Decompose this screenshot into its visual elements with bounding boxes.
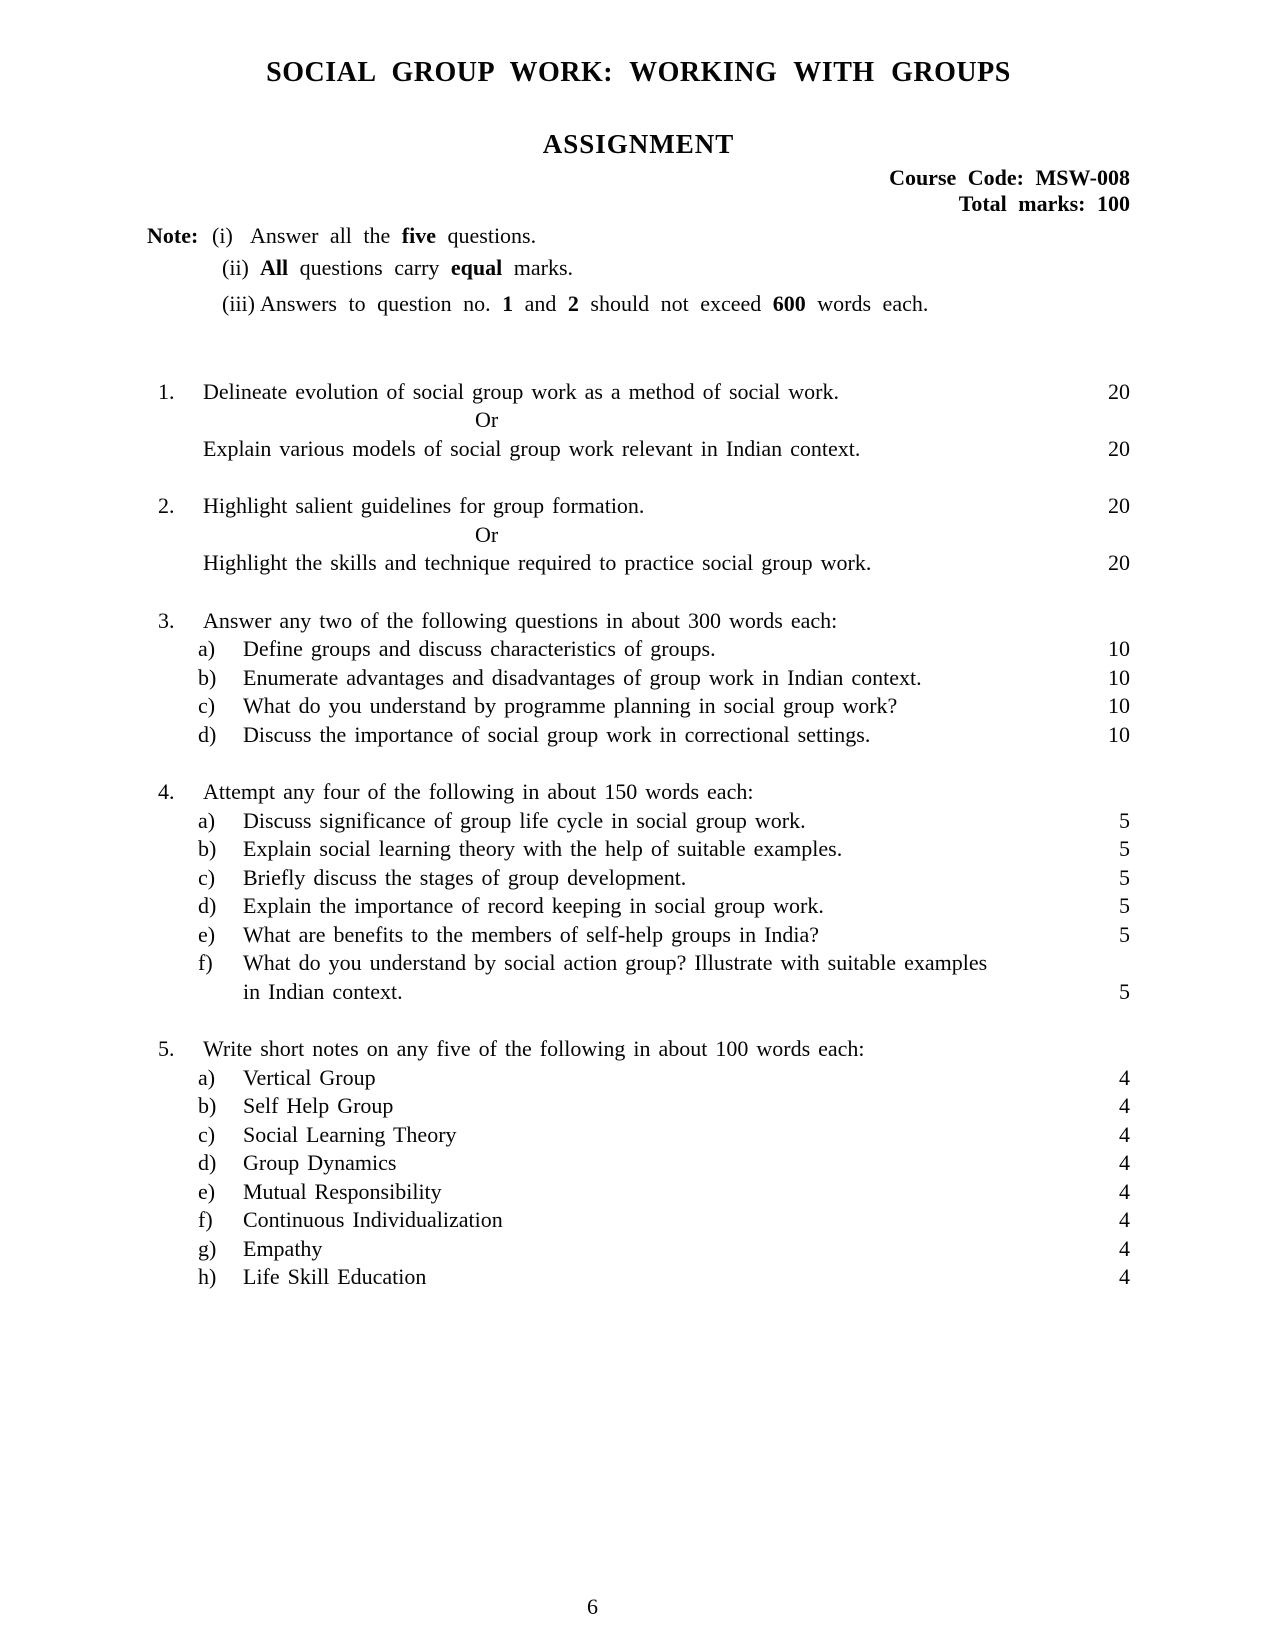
marks-value: 4	[1119, 1178, 1130, 1204]
question-number: 4.	[158, 779, 175, 804]
question-sub-row	[147, 721, 1130, 750]
question-line-row	[147, 435, 1130, 464]
page-title: SOCIAL GROUP WORK: WORKING WITH GROUPS	[266, 57, 1011, 88]
marks-value: 5	[1119, 864, 1130, 890]
sub-item-text: Mutual Responsibility	[243, 1178, 442, 1204]
sub-item-text: Self Help Group	[243, 1093, 394, 1118]
sub-item-letter: a)	[198, 1064, 216, 1090]
sub-item-text: Vertical Group	[243, 1064, 376, 1090]
marks-value	[1088, 1035, 1130, 1064]
course-code: Course Code: MSW-008	[889, 165, 1130, 190]
question-text: Delineate evolution of social group work as a method of social work.	[203, 378, 840, 404]
marks-value: 4	[1119, 1264, 1130, 1289]
note-item	[147, 290, 1130, 319]
question-sub-row	[147, 921, 1130, 950]
sub-item-letter: g)	[198, 1235, 217, 1261]
note-plain-text: and	[513, 291, 568, 316]
question-block	[147, 778, 1130, 1006]
sub-item-text: What do you understand by programme planning in social group work?	[243, 693, 898, 718]
question-sub-row	[147, 949, 1130, 978]
marks-value: 4	[1119, 1207, 1130, 1232]
question-sub-row	[147, 1178, 1130, 1207]
question-sub-row	[147, 892, 1130, 921]
or-separator-row	[147, 521, 1130, 550]
question-sub-row	[147, 664, 1130, 693]
note-bold-text: 600	[772, 291, 806, 316]
note-text	[260, 290, 1130, 319]
question-block	[147, 492, 1130, 578]
question-text: Highlight the skills and technique required to practice social group work.	[203, 550, 872, 575]
question-sub-row	[147, 835, 1130, 864]
note-bold-text: 2	[567, 291, 579, 316]
sub-item-letter: d)	[198, 893, 217, 918]
question-sub-row	[147, 864, 1130, 893]
marks-value: 4	[1119, 1064, 1130, 1090]
question-number	[147, 549, 203, 578]
sub-item-letter: d)	[198, 1150, 217, 1175]
or-separator: Or	[475, 407, 499, 432]
question-text: Attempt any four of the following in about 150 words each:	[203, 779, 754, 804]
note-roman-numeral: (i)	[212, 223, 233, 248]
marks-value: 4	[1119, 1150, 1130, 1175]
assignment-heading: ASSIGNMENT	[542, 129, 735, 159]
sub-item-letter: f)	[198, 1207, 213, 1232]
sub-item-text: Empathy	[243, 1235, 323, 1261]
course-meta	[147, 165, 1130, 217]
marks-value: 5	[1119, 836, 1130, 861]
questions-section	[147, 378, 1130, 1292]
marks-value	[1088, 607, 1130, 636]
note-section	[147, 222, 1130, 319]
question-block	[147, 378, 1130, 464]
sub-item-text: Social Learning Theory	[243, 1121, 457, 1147]
note-plain-text: marks.	[502, 254, 574, 280]
page-number: 6	[587, 1594, 598, 1619]
question-sub-row	[147, 1121, 1130, 1150]
page-content	[147, 0, 1130, 1292]
sub-item-text: Define groups and discuss characteristics of groups.	[243, 636, 716, 661]
question-line-row	[147, 1035, 1130, 1064]
question-sub-row	[147, 635, 1130, 664]
question-text: Answer any two of the following questions in about 300 words each:	[203, 607, 838, 633]
sub-item-text: Explain social learning theory with the help of suitable examples.	[243, 836, 843, 861]
marks-value	[1088, 406, 1130, 435]
question-sub-row	[147, 1149, 1130, 1178]
question-sub-row	[147, 807, 1130, 836]
question-line-row	[147, 978, 1130, 1007]
sub-item-text: Discuss significance of group life cycle in social group work.	[243, 807, 806, 833]
question-line-row	[147, 378, 1130, 407]
note-item	[147, 254, 1130, 283]
question-sub-row	[147, 1206, 1130, 1235]
sub-item-letter: e)	[198, 921, 216, 947]
question-number: 1.	[158, 378, 175, 404]
note-bold-text: All	[260, 254, 289, 280]
note-text	[260, 254, 1130, 283]
question-line-row	[147, 607, 1130, 636]
marks-value: 4	[1119, 1235, 1130, 1261]
note-plain-text: Answers to question no.	[260, 291, 503, 316]
marks-value: 4	[1119, 1121, 1130, 1147]
marks-value: 20	[1108, 493, 1130, 518]
sub-item-text: Enumerate advantages and disadvantages of group work in Indian context.	[243, 664, 922, 690]
question-number	[147, 521, 203, 550]
sub-item-letter: h)	[198, 1264, 217, 1289]
note-plain-text: questions carry	[288, 254, 451, 280]
question-number	[147, 406, 203, 435]
marks-value: 4	[1119, 1093, 1130, 1118]
sub-item-letter: b)	[198, 836, 217, 861]
note-plain-text: should not exceed	[578, 291, 773, 316]
sub-item-text: What are benefits to the members of self-help groups in India?	[243, 921, 820, 947]
sub-item-text: Group Dynamics	[243, 1150, 397, 1175]
question-text: Highlight salient guidelines for group formation.	[203, 493, 645, 518]
note-roman-numeral: (iii)	[222, 291, 255, 316]
note-item	[147, 222, 1130, 251]
question-sub-row	[147, 1263, 1130, 1292]
sub-item-text: Explain the importance of record keeping in social group work.	[243, 893, 824, 918]
note-text	[250, 222, 1130, 251]
question-block	[147, 1035, 1130, 1292]
or-separator-row	[147, 406, 1130, 435]
question-block	[147, 607, 1130, 750]
sub-item-text: Life Skill Education	[243, 1264, 427, 1289]
sub-item-text: Continuous Individualization	[243, 1207, 503, 1232]
indent-spacer	[147, 978, 243, 1007]
marks-value	[1088, 949, 1130, 978]
sub-item-letter: b)	[198, 1093, 217, 1118]
question-text: Explain various models of social group work relevant in Indian context.	[203, 435, 861, 461]
marks-value: 10	[1108, 664, 1130, 690]
question-line-row	[147, 778, 1130, 807]
question-sub-row	[147, 692, 1130, 721]
question-sub-row	[147, 1064, 1130, 1093]
marks-value: 10	[1108, 693, 1130, 718]
continuation-text: in Indian context.	[243, 978, 403, 1004]
marks-value: 5	[1119, 807, 1130, 833]
note-bold-text: five	[401, 223, 436, 248]
marks-value: 10	[1108, 636, 1130, 661]
note-plain-text: Answer all the	[250, 223, 402, 248]
sub-item-letter: d)	[198, 721, 217, 747]
marks-value: 5	[1119, 893, 1130, 918]
note-roman-numeral: (ii)	[222, 254, 249, 280]
sub-item-letter: e)	[198, 1178, 216, 1204]
note-label	[147, 290, 212, 319]
marks-value: 20	[1108, 435, 1130, 461]
marks-value: 20	[1108, 378, 1130, 404]
sub-item-letter: b)	[198, 664, 217, 690]
marks-value: 5	[1119, 978, 1130, 1004]
sub-item-text: Briefly discuss the stages of group development.	[243, 864, 687, 890]
sub-item-letter: f)	[198, 950, 213, 975]
sub-item-text: Discuss the importance of social group work in correctional settings.	[243, 721, 871, 747]
note-label: Note:	[147, 223, 199, 248]
note-bold-text: 1	[502, 291, 514, 316]
note-plain-text: words each.	[805, 291, 929, 316]
sub-item-letter: c)	[198, 693, 216, 718]
sub-item-letter: a)	[198, 807, 216, 833]
note-label	[147, 254, 212, 283]
question-number: 5.	[158, 1036, 175, 1061]
or-separator: Or	[475, 521, 499, 547]
note-bold-text: equal	[450, 254, 503, 280]
sub-item-letter: a)	[198, 636, 216, 661]
total-marks: Total marks: 100	[958, 191, 1130, 216]
question-number	[147, 435, 203, 464]
marks-value	[1088, 778, 1130, 807]
question-number: 3.	[158, 607, 175, 633]
marks-value	[1088, 521, 1130, 550]
question-number: 2.	[158, 493, 175, 518]
marks-value: 5	[1119, 921, 1130, 947]
sub-item-text: What do you understand by social action group? Illustrate with suitable examples	[243, 950, 988, 975]
question-sub-row	[147, 1092, 1130, 1121]
question-sub-row	[147, 1235, 1130, 1264]
note-plain-text: questions.	[436, 223, 537, 248]
sub-item-letter: c)	[198, 1121, 216, 1147]
sub-item-letter: c)	[198, 864, 216, 890]
question-line-row	[147, 549, 1130, 578]
question-line-row	[147, 492, 1130, 521]
marks-value: 20	[1108, 550, 1130, 575]
question-text: Write short notes on any five of the following in about 100 words each:	[203, 1036, 865, 1061]
marks-value: 10	[1108, 721, 1130, 747]
